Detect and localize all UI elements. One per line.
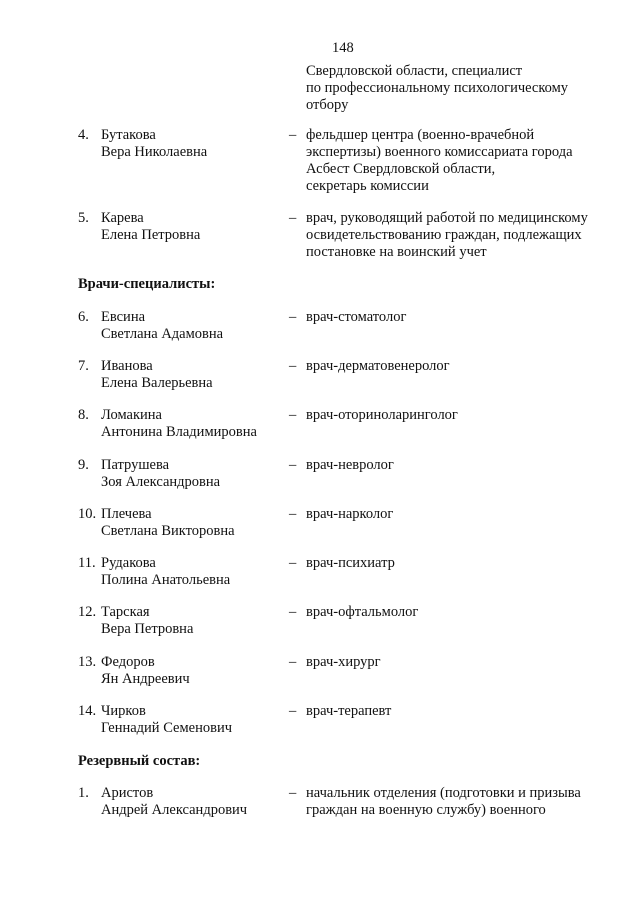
item-number: 8. <box>78 407 89 423</box>
dash: – <box>289 555 297 571</box>
dash: – <box>289 127 297 143</box>
role-description <box>306 785 581 819</box>
item-number: 7. <box>78 358 89 374</box>
surname: Чирков <box>101 703 146 719</box>
given-names: Андрей Александрович <box>101 802 248 818</box>
item-number: 6. <box>78 309 89 325</box>
role-description: врач-оториноларинголог <box>306 407 458 423</box>
surname: Патрушева <box>101 457 170 473</box>
role-description: врач-офтальмолог <box>306 604 419 620</box>
item-number: 5. <box>78 210 89 226</box>
dash: – <box>289 703 297 719</box>
person-name <box>101 309 223 343</box>
person-name <box>101 785 247 819</box>
description-line: экспертизы) военного комиссариата города <box>306 144 573 160</box>
person-name <box>101 506 235 540</box>
description-line: постановке на воинский учет <box>306 244 487 260</box>
item-number: 13. <box>78 654 97 670</box>
given-names: Полина Анатольевна <box>101 572 231 588</box>
description-line: секретарь комиссии <box>306 178 429 194</box>
item-number: 12. <box>78 604 97 620</box>
given-names: Светлана Викторовна <box>101 523 235 539</box>
dash: – <box>289 506 297 522</box>
description-line: освидетельствованию граждан, подлежащих <box>306 227 582 243</box>
person-name <box>101 654 190 688</box>
item-number: 4. <box>78 127 89 143</box>
person-name <box>101 703 232 737</box>
page-number: 148 <box>332 40 354 56</box>
role-description: врач-невролог <box>306 457 394 473</box>
person-name <box>101 555 230 589</box>
surname: Аристов <box>101 785 154 801</box>
surname: Карева <box>101 210 144 226</box>
dash: – <box>289 785 297 801</box>
given-names: Зоя Александровна <box>101 474 221 490</box>
role-description: врач-психиатр <box>306 555 395 571</box>
role-description: врач-терапевт <box>306 703 392 719</box>
given-names: Антонина Владимировна <box>101 424 257 440</box>
surname: Иванова <box>101 358 153 374</box>
dash: – <box>289 309 297 325</box>
surname: Ломакина <box>101 407 162 423</box>
surname: Евсина <box>101 309 146 325</box>
continuation-line: по профессиональному психологическому <box>306 80 569 96</box>
dash: – <box>289 457 297 473</box>
person-name <box>101 407 257 441</box>
dash: – <box>289 407 297 423</box>
dash: – <box>289 210 297 226</box>
person-name <box>101 127 207 161</box>
section-heading-doctors: Врачи-специалисты: <box>78 276 216 292</box>
given-names: Вера Николаевна <box>101 144 208 160</box>
description-line: врач, руководящий работой по медицинскому <box>306 210 588 226</box>
role-description <box>306 210 588 261</box>
person-name <box>101 210 200 244</box>
role-description: врач-стоматолог <box>306 309 407 325</box>
surname: Бутакова <box>101 127 156 143</box>
item-number: 10. <box>78 506 97 522</box>
role-description: врач-дерматовенеролог <box>306 358 450 374</box>
given-names: Елена Петровна <box>101 227 201 243</box>
dash: – <box>289 654 297 670</box>
role-description: врач-хирург <box>306 654 381 670</box>
item-number: 9. <box>78 457 89 473</box>
description-line: граждан на военную службу) военного <box>306 802 546 818</box>
person-name <box>101 457 220 491</box>
surname: Федоров <box>101 654 155 670</box>
continuation-line: отбору <box>306 97 349 113</box>
given-names: Елена Валерьевна <box>101 375 213 391</box>
item-number: 11. <box>78 555 96 571</box>
section-heading-reserve: Резервный состав: <box>78 753 201 769</box>
dash: – <box>289 358 297 374</box>
item-number: 14. <box>78 703 97 719</box>
surname: Тарская <box>101 604 150 620</box>
given-names: Ян Андреевич <box>101 671 190 687</box>
description-line: фельдшер центра (военно-врачебной <box>306 127 535 143</box>
description-line: начальник отделения (подготовки и призыва <box>306 785 581 801</box>
role-description: врач-нарколог <box>306 506 394 522</box>
given-names: Геннадий Семенович <box>101 720 232 736</box>
role-description <box>306 127 573 195</box>
dash: – <box>289 604 297 620</box>
continuation-text <box>306 63 568 114</box>
person-name <box>101 604 193 638</box>
person-name <box>101 358 213 392</box>
item-number: 1. <box>78 785 89 801</box>
description-line: Асбест Свердловской области, <box>306 161 496 177</box>
surname: Плечева <box>101 506 152 522</box>
given-names: Светлана Адамовна <box>101 326 224 342</box>
surname: Рудакова <box>101 555 156 571</box>
continuation-line: Свердловской области, специалист <box>306 63 523 79</box>
given-names: Вера Петровна <box>101 621 194 637</box>
